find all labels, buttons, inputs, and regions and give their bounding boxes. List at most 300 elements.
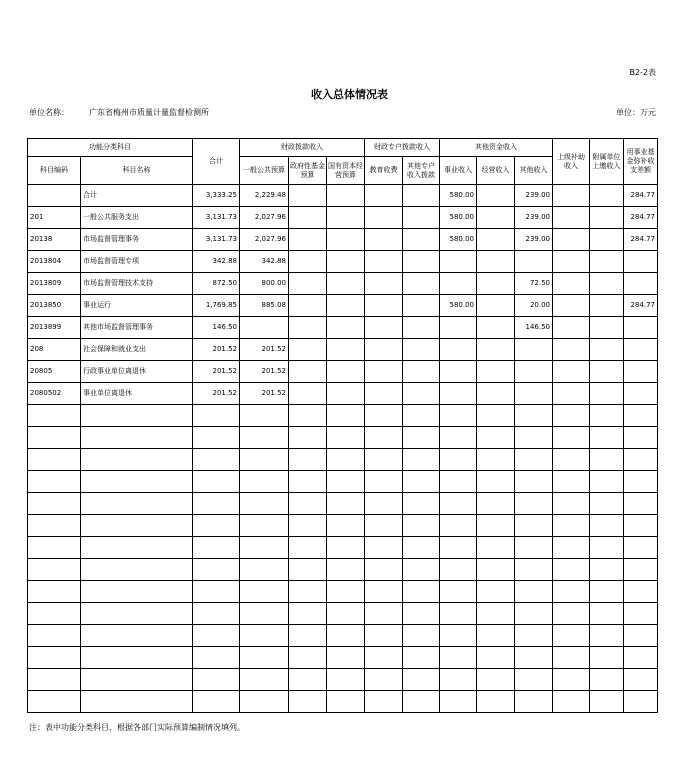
cell-op xyxy=(477,625,515,647)
table-body xyxy=(28,185,658,713)
cell-total xyxy=(193,493,240,515)
cell-code xyxy=(28,581,81,603)
cell-state xyxy=(327,383,365,405)
cell-affiliated xyxy=(590,295,624,317)
cell-other-special xyxy=(403,339,440,361)
cell-other xyxy=(515,427,553,449)
cell-fund xyxy=(289,251,327,273)
cell-general xyxy=(240,647,289,669)
cell-general: 2,229.48 xyxy=(240,185,289,207)
cell-surplus xyxy=(624,317,658,339)
cell-biz xyxy=(440,427,477,449)
cell-affiliated xyxy=(590,625,624,647)
cell-surplus xyxy=(624,647,658,669)
cell-name: 行政事业单位离退休 xyxy=(81,361,193,383)
cell-fund xyxy=(289,449,327,471)
cell-op xyxy=(477,427,515,449)
header-name: 科目名称 xyxy=(81,157,193,185)
cell-fund xyxy=(289,317,327,339)
cell-state xyxy=(327,251,365,273)
cell-code xyxy=(28,405,81,427)
cell-other xyxy=(515,361,553,383)
cell-general: 2,027.96 xyxy=(240,229,289,251)
cell-fund xyxy=(289,339,327,361)
cell-biz xyxy=(440,493,477,515)
cell-total xyxy=(193,515,240,537)
cell-state xyxy=(327,229,365,251)
cell-higher xyxy=(553,449,590,471)
cell-edu xyxy=(365,581,403,603)
cell-affiliated xyxy=(590,669,624,691)
table-row xyxy=(28,383,658,405)
cell-higher xyxy=(553,493,590,515)
header-higher: 上级补助收入 xyxy=(553,139,590,185)
cell-code: 20805 xyxy=(28,361,81,383)
cell-op xyxy=(477,449,515,471)
cell-surplus xyxy=(624,361,658,383)
cell-other-special xyxy=(403,383,440,405)
cell-higher xyxy=(553,537,590,559)
cell-op xyxy=(477,229,515,251)
cell-general: 201.52 xyxy=(240,361,289,383)
cell-higher xyxy=(553,185,590,207)
table-row xyxy=(28,427,658,449)
cell-general xyxy=(240,515,289,537)
cell-biz xyxy=(440,361,477,383)
cell-biz xyxy=(440,471,477,493)
cell-fund xyxy=(289,229,327,251)
cell-fund xyxy=(289,559,327,581)
cell-other: 239.00 xyxy=(515,185,553,207)
cell-total xyxy=(193,471,240,493)
cell-edu xyxy=(365,493,403,515)
cell-general xyxy=(240,559,289,581)
cell-other xyxy=(515,515,553,537)
cell-general xyxy=(240,581,289,603)
cell-name xyxy=(81,669,193,691)
cell-state xyxy=(327,515,365,537)
cell-surplus xyxy=(624,691,658,713)
cell-other-special xyxy=(403,603,440,625)
cell-higher xyxy=(553,295,590,317)
cell-state xyxy=(327,669,365,691)
cell-fund xyxy=(289,361,327,383)
footnote: 注：表中功能分类科目，根据各部门实际预算编制情况填列。 xyxy=(29,723,245,732)
cell-fund xyxy=(289,405,327,427)
cell-surplus xyxy=(624,471,658,493)
cell-name xyxy=(81,471,193,493)
cell-state xyxy=(327,273,365,295)
cell-general: 342.88 xyxy=(240,251,289,273)
cell-other: 20.00 xyxy=(515,295,553,317)
cell-edu xyxy=(365,207,403,229)
cell-state xyxy=(327,625,365,647)
cell-code xyxy=(28,669,81,691)
header-other-special: 其他专户收入拨款 xyxy=(403,157,440,185)
cell-higher xyxy=(553,647,590,669)
cell-biz: 580.00 xyxy=(440,207,477,229)
unit-name-label: 单位名称： xyxy=(29,108,69,117)
cell-other xyxy=(515,383,553,405)
cell-other-special xyxy=(403,691,440,713)
cell-edu xyxy=(365,273,403,295)
cell-fund xyxy=(289,647,327,669)
header-state: 国有资本经营预算 xyxy=(327,157,365,185)
cell-state xyxy=(327,295,365,317)
cell-name xyxy=(81,537,193,559)
cell-edu xyxy=(365,185,403,207)
cell-biz xyxy=(440,581,477,603)
cell-name: 市场监督管理专项 xyxy=(81,251,193,273)
cell-total: 872.50 xyxy=(193,273,240,295)
cell-affiliated xyxy=(590,185,624,207)
cell-name: 事业单位离退休 xyxy=(81,383,193,405)
cell-name xyxy=(81,603,193,625)
cell-edu xyxy=(365,427,403,449)
cell-other-special xyxy=(403,229,440,251)
cell-other-special xyxy=(403,449,440,471)
cell-higher xyxy=(553,515,590,537)
cell-state xyxy=(327,185,365,207)
cell-surplus xyxy=(624,537,658,559)
cell-surplus xyxy=(624,603,658,625)
cell-other xyxy=(515,339,553,361)
cell-affiliated xyxy=(590,449,624,471)
cell-surplus xyxy=(624,427,658,449)
cell-surplus xyxy=(624,339,658,361)
cell-other xyxy=(515,603,553,625)
cell-other-special xyxy=(403,559,440,581)
table-row xyxy=(28,251,658,273)
cell-other xyxy=(515,669,553,691)
cell-name xyxy=(81,427,193,449)
cell-code xyxy=(28,537,81,559)
cell-fund xyxy=(289,581,327,603)
cell-general xyxy=(240,405,289,427)
cell-other-special xyxy=(403,207,440,229)
cell-total: 146.50 xyxy=(193,317,240,339)
cell-affiliated xyxy=(590,383,624,405)
cell-surplus xyxy=(624,251,658,273)
cell-affiliated xyxy=(590,691,624,713)
cell-state xyxy=(327,537,365,559)
cell-total xyxy=(193,691,240,713)
cell-other-special xyxy=(403,427,440,449)
cell-surplus xyxy=(624,515,658,537)
header-total: 合计 xyxy=(193,139,240,185)
header-biz: 事业收入 xyxy=(440,157,477,185)
cell-edu xyxy=(365,295,403,317)
cell-other-special xyxy=(403,317,440,339)
cell-higher xyxy=(553,559,590,581)
table-row xyxy=(28,691,658,713)
cell-op xyxy=(477,471,515,493)
cell-biz: 580.00 xyxy=(440,295,477,317)
cell-op xyxy=(477,405,515,427)
cell-general: 201.52 xyxy=(240,339,289,361)
cell-name: 市场监督管理技术支持 xyxy=(81,273,193,295)
cell-name xyxy=(81,559,193,581)
cell-state xyxy=(327,471,365,493)
cell-other-special xyxy=(403,537,440,559)
cell-affiliated xyxy=(590,493,624,515)
cell-op xyxy=(477,691,515,713)
cell-other xyxy=(515,405,553,427)
cell-name: 社会保障和就业支出 xyxy=(81,339,193,361)
cell-code: 2013809 xyxy=(28,273,81,295)
cell-affiliated xyxy=(590,207,624,229)
cell-other-special xyxy=(403,669,440,691)
cell-name: 合计 xyxy=(81,185,193,207)
cell-other-special xyxy=(403,647,440,669)
cell-general xyxy=(240,625,289,647)
cell-affiliated xyxy=(590,251,624,273)
table-row xyxy=(28,559,658,581)
cell-other xyxy=(515,559,553,581)
cell-fund xyxy=(289,471,327,493)
cell-fund xyxy=(289,207,327,229)
cell-other xyxy=(515,471,553,493)
cell-general xyxy=(240,317,289,339)
cell-total xyxy=(193,427,240,449)
cell-fund xyxy=(289,295,327,317)
cell-op xyxy=(477,603,515,625)
cell-total: 1,769.85 xyxy=(193,295,240,317)
header-general: 一般公共预算 xyxy=(240,157,289,185)
cell-edu xyxy=(365,405,403,427)
table-row xyxy=(28,361,658,383)
cell-general xyxy=(240,449,289,471)
cell-biz xyxy=(440,449,477,471)
cell-affiliated xyxy=(590,647,624,669)
cell-biz xyxy=(440,383,477,405)
cell-general: 800.00 xyxy=(240,273,289,295)
cell-state xyxy=(327,603,365,625)
cell-other xyxy=(515,537,553,559)
cell-code xyxy=(28,449,81,471)
cell-fund xyxy=(289,515,327,537)
cell-general xyxy=(240,427,289,449)
cell-name: 其他市场监督管理事务 xyxy=(81,317,193,339)
cell-higher xyxy=(553,471,590,493)
cell-op xyxy=(477,383,515,405)
cell-affiliated xyxy=(590,581,624,603)
cell-biz: 580.00 xyxy=(440,185,477,207)
cell-total: 3,333.25 xyxy=(193,185,240,207)
cell-state xyxy=(327,559,365,581)
cell-fund xyxy=(289,625,327,647)
cell-biz xyxy=(440,273,477,295)
cell-total xyxy=(193,669,240,691)
cell-op xyxy=(477,339,515,361)
cell-biz: 580.00 xyxy=(440,229,477,251)
table-row xyxy=(28,647,658,669)
table-row xyxy=(28,339,658,361)
cell-op xyxy=(477,273,515,295)
table-row xyxy=(28,471,658,493)
cell-surplus xyxy=(624,405,658,427)
cell-edu xyxy=(365,251,403,273)
cell-affiliated xyxy=(590,515,624,537)
cell-edu xyxy=(365,515,403,537)
cell-higher xyxy=(553,383,590,405)
table-row xyxy=(28,669,658,691)
cell-affiliated xyxy=(590,273,624,295)
cell-code xyxy=(28,691,81,713)
cell-state xyxy=(327,449,365,471)
cell-higher xyxy=(553,691,590,713)
cell-edu xyxy=(365,691,403,713)
cell-other-special xyxy=(403,493,440,515)
cell-edu xyxy=(365,559,403,581)
cell-name xyxy=(81,691,193,713)
cell-surplus xyxy=(624,669,658,691)
cell-other: 239.00 xyxy=(515,229,553,251)
cell-affiliated xyxy=(590,317,624,339)
cell-total: 201.52 xyxy=(193,361,240,383)
cell-fund xyxy=(289,669,327,691)
cell-other-special xyxy=(403,405,440,427)
cell-state xyxy=(327,207,365,229)
cell-higher xyxy=(553,669,590,691)
cell-higher xyxy=(553,625,590,647)
cell-general xyxy=(240,471,289,493)
cell-op xyxy=(477,537,515,559)
cell-total: 201.52 xyxy=(193,339,240,361)
table-row xyxy=(28,317,658,339)
cell-surplus xyxy=(624,383,658,405)
cell-total xyxy=(193,559,240,581)
header-edu: 教育收费 xyxy=(365,157,403,185)
cell-name: 事业运行 xyxy=(81,295,193,317)
cell-biz xyxy=(440,647,477,669)
cell-op xyxy=(477,207,515,229)
cell-general xyxy=(240,537,289,559)
cell-other xyxy=(515,449,553,471)
cell-higher xyxy=(553,361,590,383)
cell-biz xyxy=(440,515,477,537)
cell-surplus: 284.77 xyxy=(624,185,658,207)
cell-biz xyxy=(440,317,477,339)
cell-biz xyxy=(440,537,477,559)
cell-higher xyxy=(553,339,590,361)
cell-biz xyxy=(440,339,477,361)
cell-affiliated xyxy=(590,471,624,493)
cell-op xyxy=(477,493,515,515)
table-row xyxy=(28,405,658,427)
cell-code: 201 xyxy=(28,207,81,229)
cell-edu xyxy=(365,383,403,405)
cell-code: 2013850 xyxy=(28,295,81,317)
cell-total: 3,131.73 xyxy=(193,207,240,229)
cell-op xyxy=(477,295,515,317)
table-row xyxy=(28,207,658,229)
cell-other-special xyxy=(403,185,440,207)
cell-surplus xyxy=(624,273,658,295)
cell-total xyxy=(193,603,240,625)
cell-other-special xyxy=(403,471,440,493)
cell-affiliated xyxy=(590,229,624,251)
cell-edu xyxy=(365,537,403,559)
table-row xyxy=(28,295,658,317)
cell-other xyxy=(515,691,553,713)
cell-name: 市场监督管理事务 xyxy=(81,229,193,251)
cell-higher xyxy=(553,251,590,273)
cell-higher xyxy=(553,603,590,625)
table-row xyxy=(28,515,658,537)
table-row xyxy=(28,493,658,515)
cell-code: 208 xyxy=(28,339,81,361)
unit-name-value: 广东省梅州市质量计量监督检测所 xyxy=(89,108,209,117)
cell-code xyxy=(28,185,81,207)
cell-other-special xyxy=(403,273,440,295)
cell-name: 一般公共服务支出 xyxy=(81,207,193,229)
cell-total: 342.88 xyxy=(193,251,240,273)
cell-fund xyxy=(289,273,327,295)
cell-state xyxy=(327,405,365,427)
cell-op xyxy=(477,317,515,339)
header-op: 经营收入 xyxy=(477,157,515,185)
unit-name xyxy=(29,107,209,118)
cell-other xyxy=(515,581,553,603)
page-title: 收入总体情况表 xyxy=(311,88,388,101)
cell-other xyxy=(515,493,553,515)
cell-total xyxy=(193,405,240,427)
cell-higher xyxy=(553,427,590,449)
cell-edu xyxy=(365,229,403,251)
cell-surplus xyxy=(624,581,658,603)
cell-code xyxy=(28,647,81,669)
cell-total xyxy=(193,537,240,559)
cell-code xyxy=(28,493,81,515)
cell-op xyxy=(477,185,515,207)
cell-fund xyxy=(289,603,327,625)
cell-biz xyxy=(440,603,477,625)
cell-other-special xyxy=(403,251,440,273)
cell-general xyxy=(240,691,289,713)
cell-other-special xyxy=(403,625,440,647)
cell-affiliated xyxy=(590,559,624,581)
cell-other xyxy=(515,625,553,647)
cell-other xyxy=(515,251,553,273)
cell-affiliated xyxy=(590,603,624,625)
cell-other-special xyxy=(403,515,440,537)
header-func-class: 功能分类科目 xyxy=(28,139,193,157)
cell-code: 2080502 xyxy=(28,383,81,405)
cell-total: 3,131.73 xyxy=(193,229,240,251)
cell-state xyxy=(327,493,365,515)
cell-state xyxy=(327,339,365,361)
cell-name xyxy=(81,493,193,515)
cell-general xyxy=(240,669,289,691)
cell-fund xyxy=(289,537,327,559)
cell-total xyxy=(193,647,240,669)
cell-code: 2013899 xyxy=(28,317,81,339)
cell-name xyxy=(81,647,193,669)
cell-surplus: 284.77 xyxy=(624,295,658,317)
cell-other xyxy=(515,647,553,669)
cell-higher xyxy=(553,581,590,603)
cell-other-special xyxy=(403,295,440,317)
cell-affiliated xyxy=(590,361,624,383)
cell-total xyxy=(193,581,240,603)
table-row xyxy=(28,603,658,625)
cell-fund xyxy=(289,185,327,207)
cell-affiliated xyxy=(590,339,624,361)
cell-edu xyxy=(365,361,403,383)
cell-general: 885.08 xyxy=(240,295,289,317)
cell-fund xyxy=(289,493,327,515)
